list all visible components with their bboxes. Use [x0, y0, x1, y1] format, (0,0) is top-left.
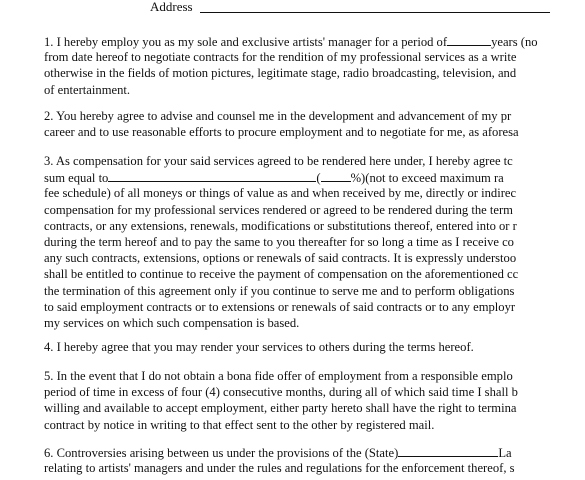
clause-6-line: 6. Controversies arising between us under the provisions of the (State) La — [44, 446, 512, 460]
clause-6-line: relating to artists' managers and under the rules and regulations for the enforcement thereof, s — [44, 461, 515, 476]
clause-3 — [44, 153, 585, 331]
clause-3-line: sum equal to ( %)(not to exceed maximum ra — [44, 171, 504, 186]
address-label: Address — [150, 0, 193, 14]
clause-3-line: shall be entitled to continue to receive the payment of compensation on the aforementioned cc — [44, 267, 519, 282]
clause-5-line: 5. In the event that I do not obtain a bona fide offer of employment from a responsible emplo — [44, 369, 513, 383]
clause-4 — [44, 339, 585, 355]
clause-3-line: to said employment contracts or to extensions or renewals of said contracts or to any employr — [44, 299, 516, 314]
clause-3-line: fee schedule) of all moneys or things of value as and when received by me, directly or indirec — [44, 186, 517, 201]
clause-3-line: compensation for my professional services rendered or agreed to be rendered during the term — [44, 202, 513, 217]
clause-1-line: from date hereof to negotiate contracts for the rendition of my professional services as a write — [44, 50, 517, 65]
clause-1-line: 1. I hereby employ you as my sole and exclusive artists' manager for a period of years (no — [44, 35, 538, 49]
clause-2-line: 2. You hereby agree to advise and counsel me in the development and advancement of my pr — [44, 109, 512, 123]
clause-5-line: period of time in excess of four (4) consecutive months, during all of which said time I shall b — [44, 385, 518, 400]
clause-5-line: willing and available to accept employment, either party hereto shall have the right to termina — [44, 401, 517, 416]
clause-3-line: 3. As compensation for your said services agreed to be rendered here under, I hereby agree tc — [44, 154, 513, 168]
address-field-row — [150, 0, 193, 16]
clause-6 — [44, 444, 585, 476]
clause-3-line: during the term hereof and to pay the same to you thereafter for so long a time as I receive co — [44, 234, 514, 249]
clause-3-line: contracts, or any extensions, renewals, modifications or substitutions thereof, entered into or r — [44, 218, 517, 233]
clause-3-line: any such contracts, extensions, options or renewals of said contracts. It is expressly understoo — [44, 251, 517, 266]
state-law-blank — [398, 444, 498, 457]
compensation-amount-blank — [108, 169, 316, 182]
term-years-blank — [447, 33, 491, 46]
clause-2-line: career and to use reasonable efforts to procure employment and to negotiate for me, as aforesa — [44, 125, 519, 140]
clause-5-line: contract by notice in writing to that effect sent to the other by registered mail. — [44, 417, 435, 432]
clause-1-line: of entertainment. — [44, 82, 131, 97]
clause-5 — [44, 368, 585, 433]
clause-4-line: 4. I hereby agree that you may render your services to others during the terms hereof. — [44, 340, 474, 354]
clause-3-line: the termination of this agreement only if you continue to serve me and to perform obligations — [44, 283, 515, 298]
clause-2 — [44, 108, 585, 140]
clause-3-line: my services on which such compensation is based. — [44, 315, 300, 330]
clause-1-line: otherwise in the fields of motion pictures, legitimate stage, radio broadcasting, television, and — [44, 66, 517, 81]
clause-1 — [44, 33, 585, 98]
compensation-percent-blank — [321, 169, 351, 182]
address-blank-line — [200, 12, 550, 13]
